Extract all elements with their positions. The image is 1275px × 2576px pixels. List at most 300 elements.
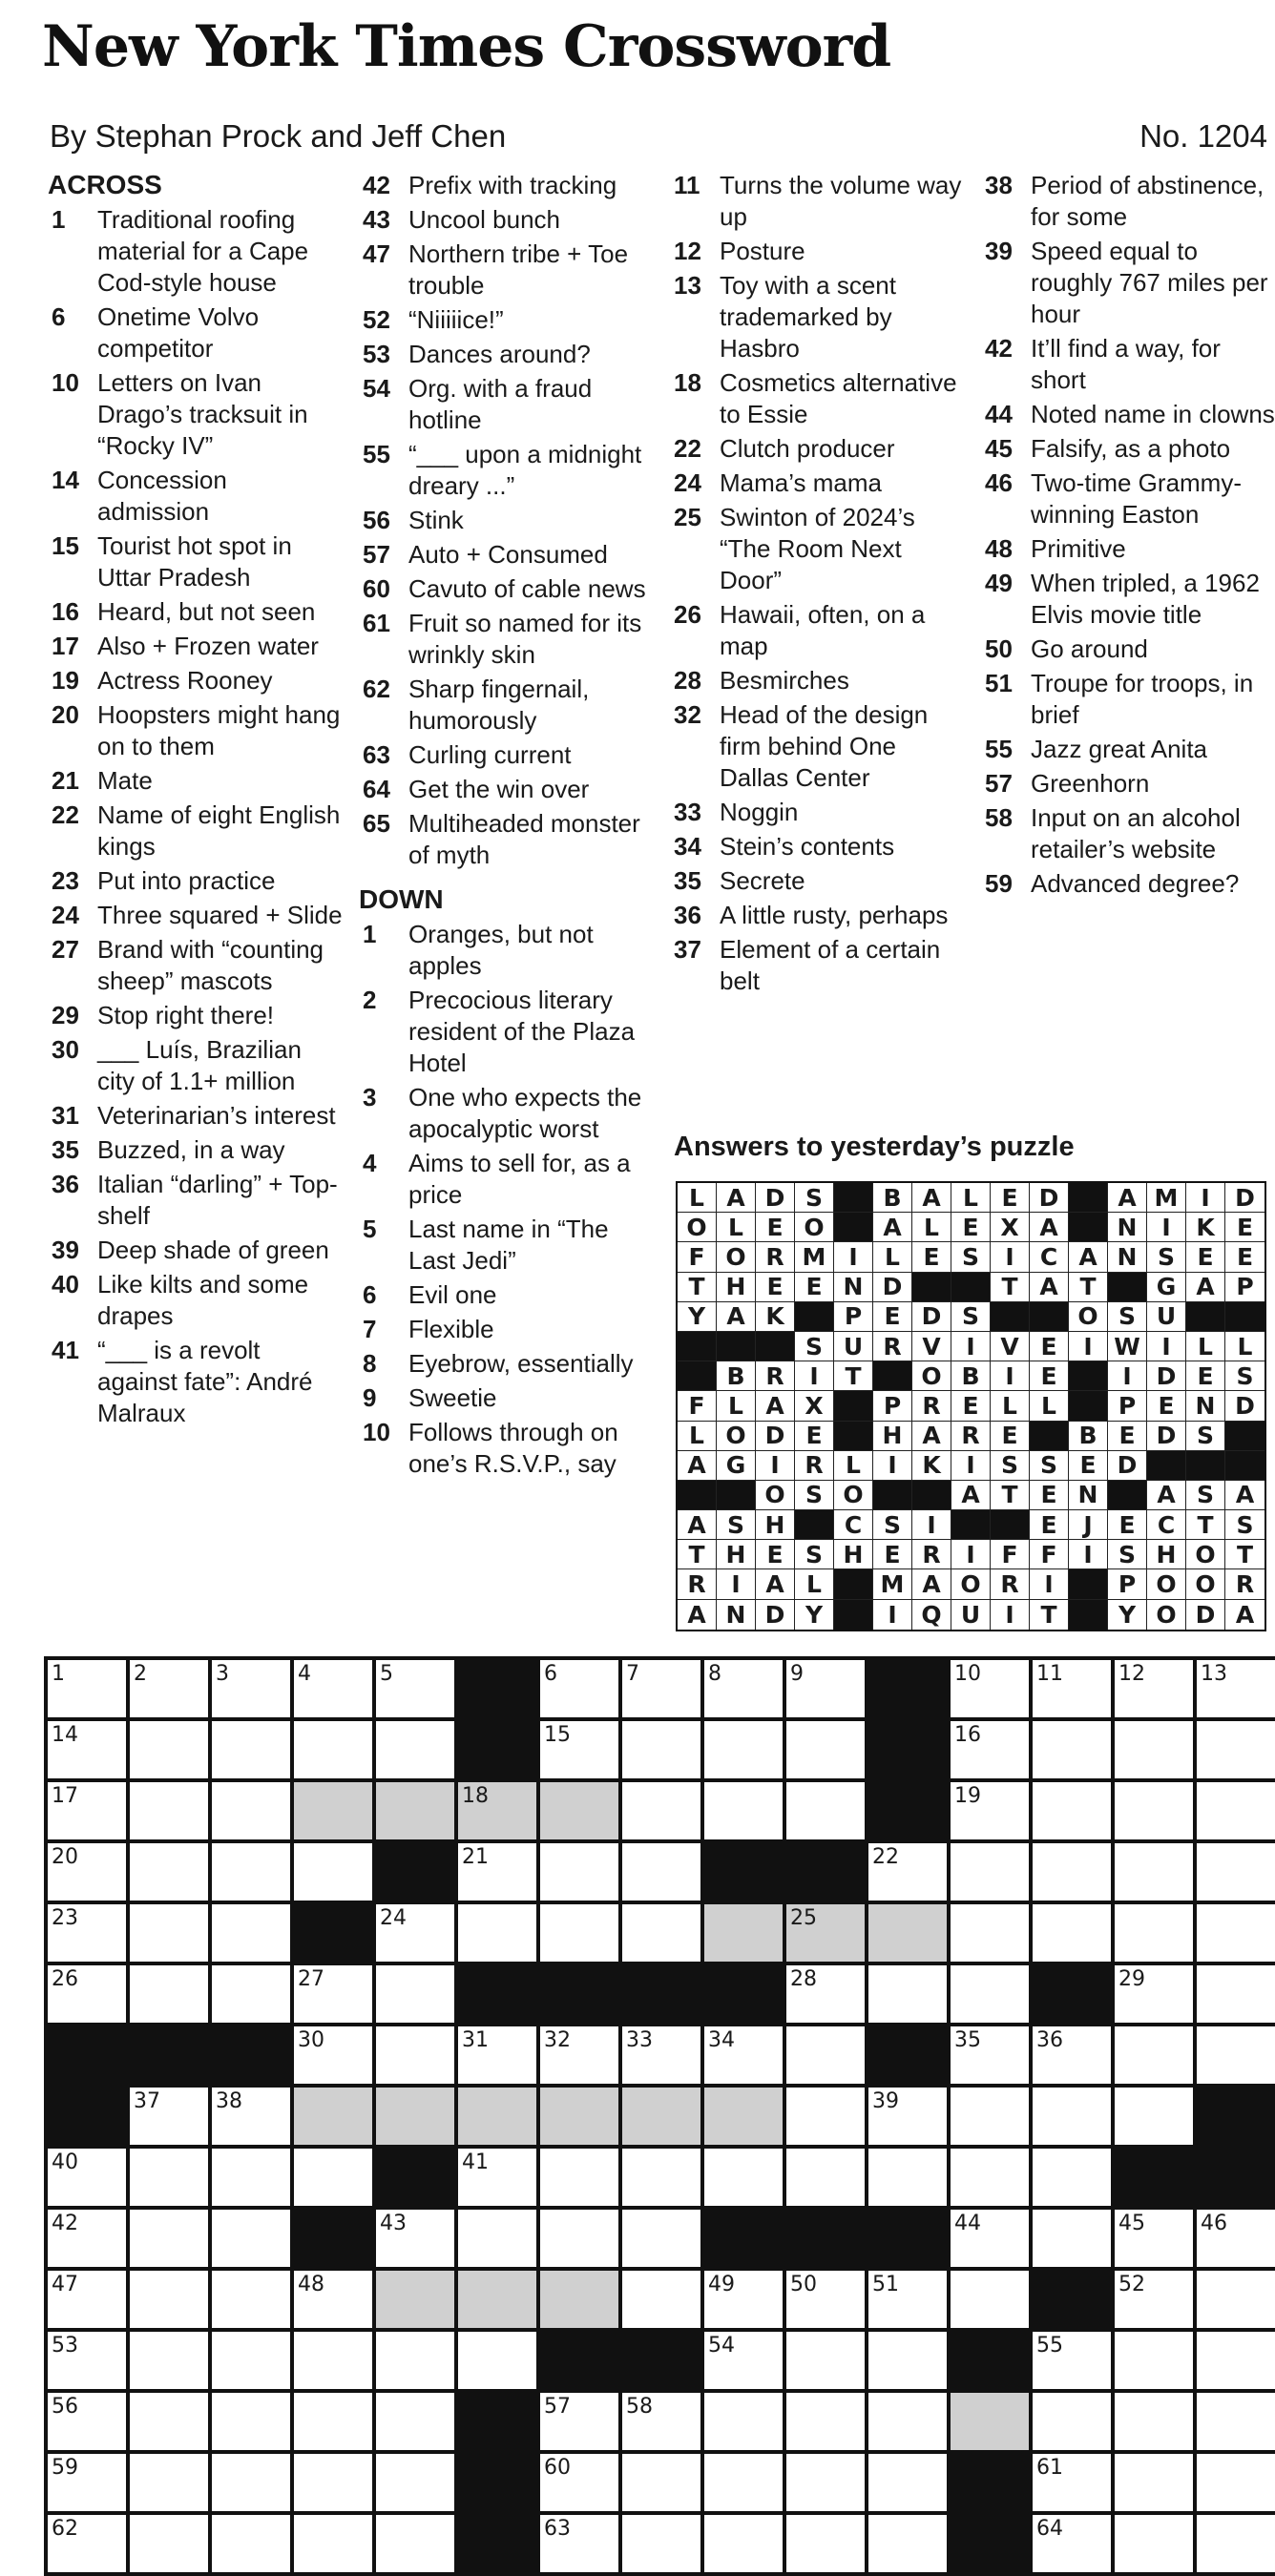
cell-number: 52 — [1118, 2273, 1145, 2296]
black-square — [951, 2515, 1033, 2576]
grid-cell[interactable] — [540, 1721, 622, 1782]
grid-cell[interactable] — [1197, 2026, 1275, 2088]
grid-cell[interactable] — [1115, 1965, 1197, 2026]
answer-cell: A — [1235, 1600, 1255, 1629]
grid-cell[interactable] — [1115, 1721, 1197, 1782]
clue — [359, 539, 655, 571]
grid-cell[interactable] — [1033, 1843, 1115, 1904]
answer-cell: I — [1069, 1332, 1108, 1361]
grid-cell[interactable] — [622, 1843, 704, 1904]
clue-text: Falsify, as a photo — [1031, 434, 1231, 463]
grid-cell[interactable] — [540, 2210, 622, 2271]
grid-cell[interactable] — [1197, 1782, 1275, 1843]
grid-cell[interactable] — [1033, 2393, 1115, 2454]
grid-cell[interactable] — [1197, 2515, 1275, 2576]
grid-cell[interactable] — [704, 2393, 786, 2454]
answer-cell: L — [1225, 1332, 1265, 1361]
answer-cell: A — [717, 1183, 756, 1213]
clue — [359, 1082, 655, 1145]
answer-cell: E — [1108, 1422, 1147, 1451]
grid-cell[interactable] — [622, 2026, 704, 2088]
grid-cell[interactable] — [1115, 1660, 1197, 1721]
answer-cell: S — [1147, 1242, 1186, 1272]
grid-cell[interactable] — [458, 2332, 540, 2393]
answer-cell: H — [717, 1540, 756, 1569]
clue-number: 34 — [674, 832, 701, 861]
grid-cell[interactable] — [294, 1660, 376, 1721]
answer-cell: A — [1030, 1273, 1069, 1302]
grid-cell[interactable] — [622, 2454, 704, 2515]
grid-cell[interactable] — [540, 2026, 622, 2088]
grid-cell[interactable] — [1197, 1721, 1275, 1782]
black-square — [704, 1843, 786, 1904]
grid-cell[interactable] — [48, 2332, 130, 2393]
cell-number: 1 — [52, 1662, 65, 1686]
clue-text: Follows through on one’s R.S.V.P., say — [408, 1418, 618, 1478]
grid-cell[interactable] — [294, 2271, 376, 2332]
grid-cell[interactable] — [622, 1660, 704, 1721]
grid-cell[interactable] — [868, 1965, 951, 2026]
answer-cell: O — [1147, 1600, 1186, 1630]
answer-cell: S — [951, 1242, 991, 1272]
clue-number: 40 — [52, 1270, 79, 1298]
grid-cell[interactable] — [786, 2149, 868, 2210]
grid-cell[interactable] — [1197, 1904, 1275, 1965]
grid-cell[interactable] — [868, 2149, 951, 2210]
grid-cell[interactable] — [1115, 1782, 1197, 1843]
grid-cell[interactable] — [48, 2393, 130, 2454]
clue — [670, 865, 966, 897]
grid-cell[interactable] — [212, 2210, 294, 2271]
grid-cell[interactable] — [868, 2515, 951, 2576]
clue-text: Mate — [97, 766, 153, 795]
clue-text: Buzzed, in a way — [97, 1135, 285, 1164]
shaded-cell[interactable] — [540, 2088, 622, 2149]
grid-cell[interactable] — [1197, 2393, 1275, 2454]
clue — [981, 467, 1275, 530]
grid-cell[interactable] — [212, 1782, 294, 1843]
answer-cell: A — [678, 1451, 717, 1481]
grid-cell[interactable] — [786, 2454, 868, 2515]
grid-cell[interactable] — [458, 2210, 540, 2271]
clue-number: 24 — [52, 901, 79, 929]
black-square — [1033, 2271, 1115, 2332]
clue — [359, 674, 655, 737]
answer-black-square — [834, 1183, 873, 1213]
clue-text: Actress Rooney — [97, 666, 273, 695]
grid-cell[interactable] — [786, 2271, 868, 2332]
clue-number: 54 — [363, 374, 390, 403]
grid-cell[interactable] — [704, 2332, 786, 2393]
clue — [359, 1279, 655, 1311]
clue-text: Italian “darling” + Top-shelf — [97, 1170, 338, 1230]
answer-black-square — [1069, 1213, 1108, 1242]
grid-cell[interactable] — [212, 1843, 294, 1904]
grid-cell[interactable] — [622, 2271, 704, 2332]
grid-cell[interactable] — [622, 2149, 704, 2210]
grid-cell[interactable] — [540, 2515, 622, 2576]
crossword-grid — [44, 1656, 1275, 2576]
grid-cell[interactable] — [212, 1904, 294, 1965]
answer-cell: P — [1108, 1391, 1147, 1421]
grid-cell[interactable] — [1115, 2393, 1197, 2454]
clue — [48, 631, 344, 662]
grid-cell[interactable] — [48, 1660, 130, 1721]
grid-cell[interactable] — [868, 2088, 951, 2149]
grid-cell[interactable] — [212, 1660, 294, 1721]
answer-cell: A — [951, 1481, 991, 1510]
grid-cell[interactable] — [294, 2149, 376, 2210]
grid-cell[interactable] — [212, 2332, 294, 2393]
grid-cell[interactable] — [48, 1843, 130, 1904]
grid-cell[interactable] — [540, 2149, 622, 2210]
grid-cell[interactable] — [951, 1965, 1033, 2026]
grid-cell[interactable] — [458, 1843, 540, 1904]
grid-cell[interactable] — [786, 2026, 868, 2088]
cell-number: 43 — [380, 2212, 407, 2235]
shaded-cell[interactable] — [540, 2271, 622, 2332]
grid-cell[interactable] — [1115, 1904, 1197, 1965]
grid-cell[interactable] — [786, 2088, 868, 2149]
grid-cell[interactable] — [1033, 2515, 1115, 2576]
grid-cell[interactable] — [786, 1782, 868, 1843]
answer-cell: I — [873, 1451, 912, 1481]
grid-cell[interactable] — [212, 2515, 294, 2576]
answer-cell: I — [991, 1600, 1030, 1630]
grid-cell[interactable] — [622, 2393, 704, 2454]
clue — [48, 465, 344, 528]
grid-cell[interactable] — [1033, 2088, 1115, 2149]
grid-cell[interactable] — [951, 1660, 1033, 1721]
grid-cell[interactable] — [1033, 1660, 1115, 1721]
grid-cell[interactable] — [294, 2515, 376, 2576]
answer-cell: I — [873, 1600, 912, 1630]
grid-cell[interactable] — [48, 2271, 130, 2332]
cell-number: 57 — [544, 2395, 571, 2419]
answer-cell: F — [991, 1540, 1030, 1569]
black-square — [786, 2210, 868, 2271]
shaded-cell[interactable] — [704, 1904, 786, 1965]
grid-cell[interactable] — [1033, 1904, 1115, 1965]
grid-cell[interactable] — [48, 1782, 130, 1843]
grid-cell[interactable] — [622, 1721, 704, 1782]
grid-cell[interactable] — [1115, 2210, 1197, 2271]
grid-cell[interactable] — [1033, 1721, 1115, 1782]
grid-cell[interactable] — [786, 2515, 868, 2576]
grid-cell[interactable] — [704, 2026, 786, 2088]
grid-cell[interactable] — [376, 2515, 458, 2576]
grid-cell[interactable] — [376, 2332, 458, 2393]
grid-cell[interactable] — [1115, 2515, 1197, 2576]
grid-cell[interactable] — [48, 1965, 130, 2026]
clue-text: One who expects the apocalyptic worst — [408, 1083, 642, 1143]
grid-cell[interactable] — [1197, 2454, 1275, 2515]
grid-cell[interactable] — [868, 2271, 951, 2332]
clue — [981, 568, 1275, 631]
answer-cell: I — [1069, 1540, 1108, 1569]
grid-cell[interactable] — [294, 2393, 376, 2454]
grid-cell[interactable] — [540, 1843, 622, 1904]
answer-cell: G — [1147, 1273, 1186, 1302]
grid-cell[interactable] — [622, 1782, 704, 1843]
grid-cell[interactable] — [622, 1904, 704, 1965]
grid-cell[interactable] — [951, 1721, 1033, 1782]
grid-cell[interactable] — [704, 1782, 786, 1843]
grid-cell[interactable] — [951, 1782, 1033, 1843]
shaded-cell[interactable] — [951, 2393, 1033, 2454]
grid-cell[interactable] — [622, 2515, 704, 2576]
answer-black-square — [1186, 1302, 1225, 1332]
cell-number: 48 — [298, 2273, 324, 2296]
shaded-cell[interactable] — [376, 1782, 458, 1843]
shaded-cell[interactable] — [458, 1782, 540, 1843]
shaded-cell[interactable] — [786, 1904, 868, 1965]
grid-cell[interactable] — [951, 2026, 1033, 2088]
black-square — [48, 2026, 130, 2088]
grid-cell[interactable] — [1033, 2210, 1115, 2271]
grid-cell[interactable] — [1033, 1782, 1115, 1843]
cell-number: 63 — [544, 2517, 571, 2541]
answer-cell: E — [1030, 1332, 1069, 1361]
answer-cell: E — [756, 1540, 795, 1569]
clue-text: Brand with “counting sheep” mascots — [97, 935, 324, 995]
grid-cell[interactable] — [1197, 2210, 1275, 2271]
grid-cell[interactable] — [376, 1904, 458, 1965]
answer-cell: U — [834, 1332, 873, 1361]
grid-cell[interactable] — [48, 1904, 130, 1965]
grid-cell[interactable] — [48, 2149, 130, 2210]
clue — [359, 1348, 655, 1380]
grid-cell[interactable] — [786, 2393, 868, 2454]
grid-cell[interactable] — [1115, 1843, 1197, 1904]
grid-cell[interactable] — [540, 1904, 622, 1965]
grid-cell[interactable] — [540, 1660, 622, 1721]
clue-text: Concession admission — [97, 466, 227, 526]
grid-cell[interactable] — [212, 1721, 294, 1782]
grid-cell[interactable] — [868, 2332, 951, 2393]
cell-number: 38 — [216, 2089, 242, 2113]
cell-number: 44 — [954, 2212, 981, 2235]
clue-text: Oranges, but not apples — [408, 920, 594, 980]
grid-cell[interactable] — [48, 2210, 130, 2271]
grid-cell[interactable] — [1197, 1660, 1275, 1721]
answer-cell: O — [717, 1422, 756, 1451]
grid-cell[interactable] — [704, 1660, 786, 1721]
black-square — [868, 2210, 951, 2271]
clue-number: 1 — [363, 920, 377, 948]
clue-number: 2 — [363, 986, 377, 1014]
grid-cell[interactable] — [212, 2088, 294, 2149]
clue-text: Northern tribe + Toe trouble — [408, 239, 629, 300]
clue-text: Name of eight English kings — [97, 800, 341, 861]
grid-cell[interactable] — [130, 1843, 212, 1904]
grid-cell[interactable] — [130, 1660, 212, 1721]
grid-cell[interactable] — [130, 2271, 212, 2332]
clue-number: 44 — [985, 400, 1013, 428]
answer-black-square — [951, 1273, 991, 1302]
grid-cell[interactable] — [1115, 2026, 1197, 2088]
answer-cell: B — [1069, 1422, 1108, 1451]
grid-cell[interactable] — [294, 1721, 376, 1782]
grid-cell[interactable] — [376, 2210, 458, 2271]
grid-cell[interactable] — [130, 2454, 212, 2515]
grid-cell[interactable] — [376, 1965, 458, 2026]
grid-cell[interactable] — [951, 2088, 1033, 2149]
clue-text: Element of a certain belt — [720, 935, 941, 995]
grid-cell[interactable] — [1197, 1843, 1275, 1904]
grid-cell[interactable] — [540, 2454, 622, 2515]
shaded-cell[interactable] — [294, 1782, 376, 1843]
cell-number: 45 — [1118, 2212, 1145, 2235]
clue — [48, 596, 344, 628]
answer-cell: D — [1030, 1183, 1069, 1213]
grid-cell[interactable] — [458, 1904, 540, 1965]
grid-cell[interactable] — [704, 2454, 786, 2515]
grid-cell[interactable] — [130, 1904, 212, 1965]
grid-cell[interactable] — [1115, 2271, 1197, 2332]
shaded-cell[interactable] — [540, 1782, 622, 1843]
grid-cell[interactable] — [786, 1721, 868, 1782]
grid-cell[interactable] — [212, 2454, 294, 2515]
grid-cell[interactable] — [130, 1965, 212, 2026]
grid-cell[interactable] — [704, 2149, 786, 2210]
grid-cell[interactable] — [130, 2393, 212, 2454]
grid-cell[interactable] — [786, 1660, 868, 1721]
clue-text: Last name in “The Last Jedi” — [408, 1215, 609, 1275]
clue-number: 43 — [363, 205, 390, 234]
grid-cell[interactable] — [1033, 2454, 1115, 2515]
grid-cell[interactable] — [868, 2393, 951, 2454]
grid-cell[interactable] — [48, 2454, 130, 2515]
grid-cell[interactable] — [130, 2515, 212, 2576]
grid-cell[interactable] — [48, 1721, 130, 1782]
grid-cell[interactable] — [704, 2271, 786, 2332]
grid-cell[interactable] — [376, 1721, 458, 1782]
clue — [670, 170, 966, 233]
clue — [359, 808, 655, 871]
grid-cell[interactable] — [951, 2271, 1033, 2332]
grid-cell[interactable] — [786, 2332, 868, 2393]
grid-cell[interactable] — [951, 2210, 1033, 2271]
shaded-cell[interactable] — [622, 2088, 704, 2149]
clue-number: 30 — [52, 1035, 79, 1064]
clue-number: 38 — [985, 171, 1013, 199]
clue-number: 10 — [52, 368, 79, 397]
answer-cell: V — [912, 1332, 951, 1361]
shaded-cell[interactable] — [458, 2271, 540, 2332]
grid-cell[interactable] — [951, 2149, 1033, 2210]
clue — [359, 1382, 655, 1414]
clue-number: 35 — [674, 866, 701, 895]
clue — [48, 301, 344, 364]
clue-number: 9 — [363, 1383, 377, 1412]
clue-text: Two-time Grammy-winning Easton — [1031, 468, 1242, 529]
shaded-cell[interactable] — [376, 2088, 458, 2149]
clue-text: Advanced degree? — [1031, 869, 1240, 898]
clue-number: 55 — [363, 440, 390, 468]
grid-cell[interactable] — [130, 2149, 212, 2210]
answer-cell: T — [991, 1273, 1030, 1302]
grid-cell[interactable] — [48, 2515, 130, 2576]
grid-cell[interactable] — [130, 1782, 212, 1843]
shaded-cell[interactable] — [868, 1904, 951, 1965]
grid-cell[interactable] — [294, 2332, 376, 2393]
clue — [981, 668, 1275, 731]
grid-cell[interactable] — [951, 1904, 1033, 1965]
answer-cell: O — [678, 1213, 717, 1242]
cell-number: 6 — [544, 1662, 557, 1686]
black-square — [458, 2515, 540, 2576]
cell-number: 24 — [380, 1906, 407, 1930]
grid-cell[interactable] — [1197, 2332, 1275, 2393]
grid-cell[interactable] — [212, 1965, 294, 2026]
grid-cell[interactable] — [376, 2393, 458, 2454]
answer-cell: I — [951, 1451, 991, 1481]
clue — [359, 439, 655, 502]
shaded-cell[interactable] — [458, 2088, 540, 2149]
answer-cell: R — [951, 1422, 991, 1451]
grid-cell[interactable] — [622, 2210, 704, 2271]
grid-cell[interactable] — [212, 2149, 294, 2210]
grid-cell[interactable] — [130, 2210, 212, 2271]
grid-cell[interactable] — [1115, 2088, 1197, 2149]
cell-number: 22 — [872, 1845, 899, 1869]
grid-cell[interactable] — [212, 2271, 294, 2332]
shaded-cell[interactable] — [294, 2088, 376, 2149]
clue — [359, 1417, 655, 1480]
grid-cell[interactable] — [376, 1660, 458, 1721]
grid-cell[interactable] — [704, 1721, 786, 1782]
grid-cell[interactable] — [540, 2393, 622, 2454]
answer-cell: A — [1030, 1213, 1069, 1242]
shaded-cell[interactable] — [376, 2271, 458, 2332]
grid-cell[interactable] — [212, 2393, 294, 2454]
grid-cell[interactable] — [130, 2088, 212, 2149]
grid-cell[interactable] — [294, 2026, 376, 2088]
grid-cell[interactable] — [130, 1721, 212, 1782]
grid-cell[interactable] — [376, 2454, 458, 2515]
grid-cell[interactable] — [1115, 2332, 1197, 2393]
shaded-cell[interactable] — [704, 2088, 786, 2149]
grid-cell[interactable] — [786, 1965, 868, 2026]
grid-cell[interactable] — [294, 1965, 376, 2026]
grid-cell[interactable] — [1033, 2026, 1115, 2088]
grid-cell[interactable] — [294, 2454, 376, 2515]
grid-cell[interactable] — [1197, 1965, 1275, 2026]
answer-black-square — [1030, 1422, 1069, 1451]
grid-cell[interactable] — [868, 2454, 951, 2515]
grid-cell[interactable] — [458, 2026, 540, 2088]
grid-cell[interactable] — [704, 2515, 786, 2576]
answer-cell: I — [834, 1242, 873, 1272]
grid-cell[interactable] — [1033, 2149, 1115, 2210]
grid-cell[interactable] — [951, 1843, 1033, 1904]
grid-cell[interactable] — [1033, 2332, 1115, 2393]
answer-cell: M — [795, 1242, 834, 1272]
cell-number: 11 — [1036, 1662, 1063, 1686]
grid-cell[interactable] — [1115, 2454, 1197, 2515]
answer-black-square — [912, 1481, 951, 1510]
black-square — [294, 1904, 376, 1965]
grid-cell[interactable] — [868, 1843, 951, 1904]
grid-cell[interactable] — [1197, 2271, 1275, 2332]
grid-cell[interactable] — [376, 2026, 458, 2088]
grid-cell[interactable] — [130, 2332, 212, 2393]
clue — [359, 170, 655, 201]
answer-cell: C — [834, 1510, 873, 1540]
grid-cell[interactable] — [294, 1843, 376, 1904]
grid-cell[interactable] — [458, 2149, 540, 2210]
